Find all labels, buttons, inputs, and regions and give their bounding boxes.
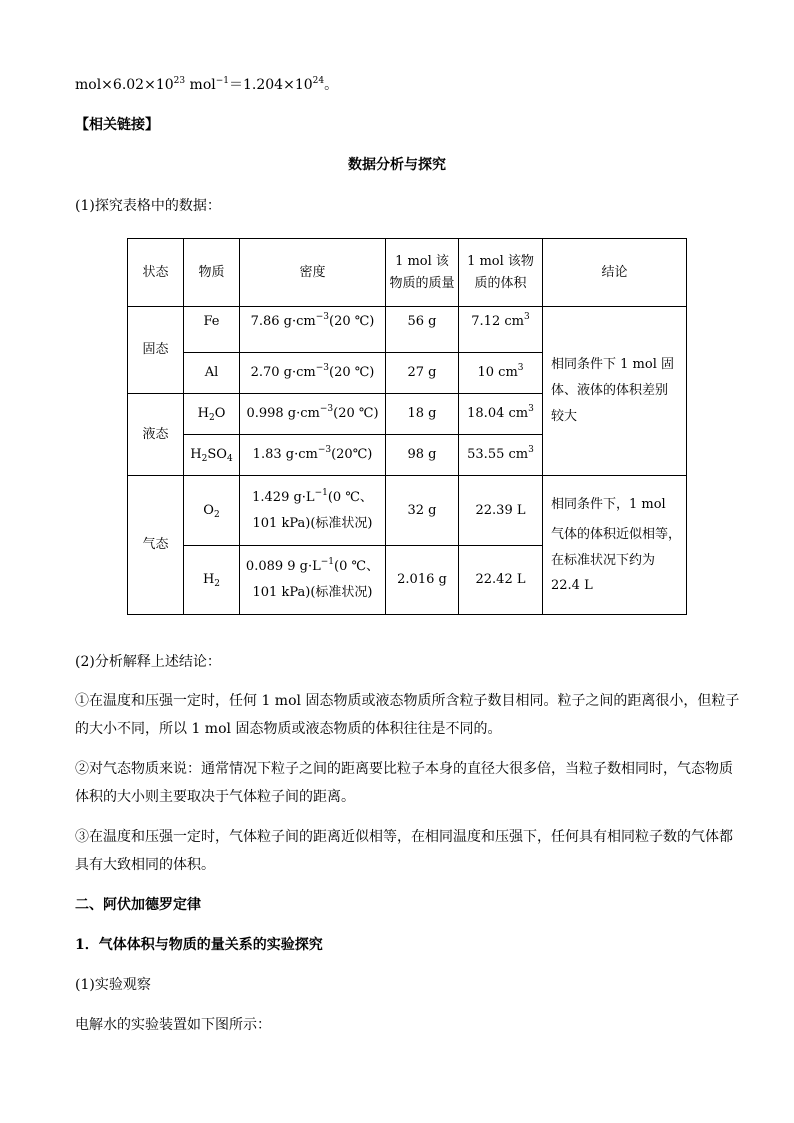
- header-mass: 1 mol 该物质的质量: [386, 239, 459, 307]
- experiment-label: (1)实验观察: [75, 977, 151, 993]
- mass-o2: 32 g: [386, 476, 459, 546]
- electrolysis-text: 电解水的实验装置如下图所示：: [75, 1017, 271, 1033]
- substance-h2o: $H_2O$: [184, 394, 240, 435]
- related-link-heading: 【相关链接】: [75, 117, 159, 133]
- intro-part-b: mol: [185, 77, 216, 93]
- substance-fe: Fe: [184, 307, 240, 353]
- density-h2: 0.089 9 $g\cdot L^{-1}(0$ ℃、 101 kPa)(标准状况): [240, 546, 386, 615]
- state-liquid: 液态: [128, 394, 184, 476]
- point1-line1: ①在温度和压强一定时，任何 1 mol 固态物质或液态物质所含粒子数目相同。粒子之间的距离很小，但粒子: [75, 693, 740, 709]
- density-h2so4: 1.83 $g\cdot cm^{-3}(20℃)$: [240, 435, 386, 476]
- mass-h2: 2.016 g: [386, 546, 459, 615]
- volume-fe: 7.12 $cm^3$: [459, 307, 543, 353]
- analysis-label: (2)分析解释上述结论：: [75, 654, 221, 670]
- intro-sup-c: 24: [312, 76, 325, 86]
- header-state: 状态: [128, 239, 184, 307]
- density-al: 2.70 $g\cdot cm^{-3}(20$ ℃): [240, 353, 386, 394]
- intro-equation-line: [75, 72, 734, 99]
- substance-al: Al: [184, 353, 240, 394]
- state-solid: 固态: [128, 307, 184, 394]
- header-density: 密度: [240, 239, 386, 307]
- volume-al: 10 $cm^3$: [459, 353, 543, 394]
- volume-h2so4: 53.55 $cm^3$: [459, 435, 543, 476]
- mass-fe: 56 g: [386, 307, 459, 353]
- conclusion-gas: 相同条件下，1 mol 气体的体积近似相等， 在标准状况下约为 22.4 L: [543, 476, 687, 615]
- explore-label: (1)探究表格中的数据：: [75, 198, 221, 214]
- intro-sup-a: 23: [173, 76, 186, 86]
- header-volume: 1 mol 该物质的体积: [459, 239, 543, 307]
- data-table: [127, 238, 687, 615]
- point1-line2: 的大小不同，所以 1 mol 固态物质或液态物质的体积往往是不同的。: [75, 721, 502, 737]
- table-row: [128, 476, 687, 546]
- substance-o2: $O_2$: [184, 476, 240, 546]
- point2-line2: 体积的大小则主要取决于气体粒子间的距离。: [75, 789, 355, 805]
- section-title: 数据分析与探究: [348, 157, 446, 173]
- sub-heading-experiment: 1．气体体积与物质的量关系的实验探究: [75, 937, 323, 953]
- header-conclusion: 结论: [543, 239, 687, 307]
- conclusion-solid-liquid: 相同条件下 1 mol 固 体、液体的体积差别 较大: [543, 307, 687, 476]
- mass-h2so4: 98 g: [386, 435, 459, 476]
- volume-h2o: 18.04 $cm^3$: [459, 394, 543, 435]
- density-o2: 1.429 $g\cdot L^{-1}(0$ ℃、 101 kPa)(标准状况): [240, 476, 386, 546]
- point2-line1: ②对气态物质来说：通常情况下粒子之间的距离要比粒子本身的直径大很多倍，当粒子数相同时，气态物质: [75, 761, 733, 777]
- state-gas: 气态: [128, 476, 184, 615]
- table-row: [128, 307, 687, 353]
- volume-o2: 22.39 L: [459, 476, 543, 546]
- intro-part-c: ＝1.204×10: [229, 77, 313, 93]
- intro-part-a: mol×6.02×10: [75, 77, 174, 93]
- intro-sup-b: −1: [215, 76, 230, 86]
- volume-h2: 22.42 L: [459, 546, 543, 615]
- header-substance: 物质: [184, 239, 240, 307]
- substance-h2so4: $H_2SO_4$: [184, 435, 240, 476]
- intro-part-d: 。: [324, 77, 339, 93]
- density-h2o: 0.998 $g\cdot cm^{-3}(20$ ℃): [240, 394, 386, 435]
- mass-h2o: 18 g: [386, 394, 459, 435]
- heading-avogadro: 二、阿伏加德罗定律: [75, 897, 201, 913]
- point3-line2: 具有大致相同的体积。: [75, 857, 215, 873]
- substance-h2: $H_2$: [184, 546, 240, 615]
- density-fe: 7.86 $g\cdot cm^{-3}(20$ ℃): [240, 307, 386, 353]
- point3-line1: ③在温度和压强一定时，气体粒子间的距离近似相等，在相同温度和压强下，任何具有相同粒子数的气体都: [75, 829, 733, 845]
- table-header-row: [128, 239, 687, 307]
- mass-al: 27 g: [386, 353, 459, 394]
